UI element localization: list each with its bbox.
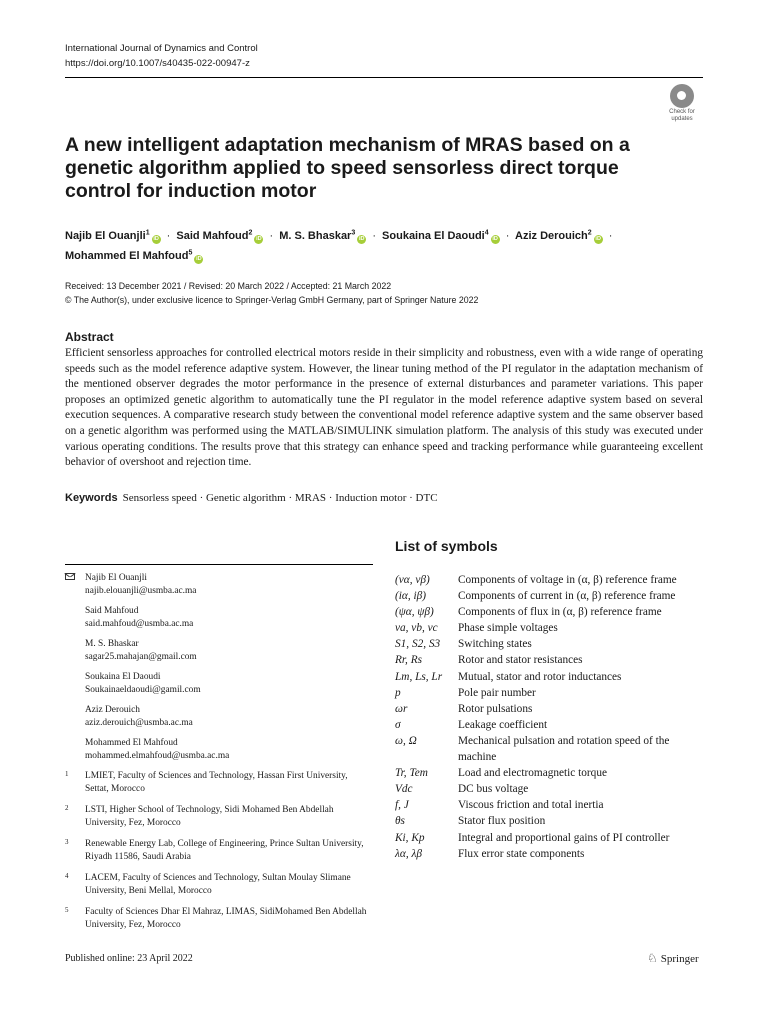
symbol-row [395, 797, 710, 813]
symbol-row [395, 846, 710, 862]
author [279, 230, 366, 242]
springer-horse-icon: ♘ [647, 951, 658, 965]
author [65, 230, 161, 242]
symbol: S1, S2, S3 [395, 638, 441, 651]
author-name: Soukaina El Daoudi [382, 229, 485, 242]
contact-entry [65, 704, 373, 729]
orcid-icon[interactable]: iD [196, 256, 202, 263]
symbol-description: Phase simple voltages [458, 622, 558, 635]
affiliation-number: 5 [65, 906, 69, 914]
published-date: Published online: 23 April 2022 [65, 953, 193, 964]
journal-header [65, 41, 258, 71]
contact-name: Najib El Ouanjli [85, 573, 147, 583]
symbol: θs [395, 815, 405, 828]
symbol: ω, Ω [395, 734, 417, 747]
symbol-description: Mutual, stator and rotor inductances [458, 670, 622, 683]
affiliation [65, 872, 373, 897]
affiliation-number: 1 [65, 770, 69, 778]
symbol-description: Load and electromagnetic torque [458, 767, 607, 780]
symbol-row [395, 701, 710, 717]
symbol: p [395, 686, 401, 699]
header-rule [65, 77, 703, 78]
author-affiliation-number: 5 [188, 249, 193, 257]
author [176, 230, 263, 242]
symbol: λα, λβ [395, 847, 422, 860]
symbol-description: Viscous friction and total inertia [458, 799, 604, 812]
symbol-row [395, 572, 710, 588]
author-separator: · [505, 229, 510, 242]
author-affiliation-number: 1 [145, 229, 150, 236]
symbol-description: Mechanical pulsation and rotation speed of the machine [458, 734, 670, 764]
keywords-text: Sensorless speed · Genetic algorithm · MRAS · Induction motor · DTC [122, 492, 438, 504]
abstract-heading: Abstract [65, 330, 114, 344]
symbol-description: Switching states [458, 638, 532, 651]
orcid-icon[interactable]: iD [153, 235, 159, 242]
author-affiliation-number: 4 [484, 229, 489, 236]
footnote-rule [65, 564, 373, 565]
symbol-description: Rotor pulsations [458, 702, 533, 715]
author-list [65, 224, 705, 265]
contact-entry [65, 737, 373, 762]
symbol-row [395, 652, 710, 668]
symbol-description: DC bus voltage [458, 783, 529, 796]
orcid-icon[interactable]: iD [359, 235, 365, 242]
contact-email[interactable]: sagar25.mahajan@gmail.com [85, 651, 197, 662]
symbol-row [395, 620, 710, 636]
symbol-description: Leakage coefficient [458, 718, 548, 731]
author-name: Najib El Ouanjli [65, 229, 146, 242]
symbol-row [395, 733, 710, 765]
contact-name: Aziz Derouich [85, 705, 140, 715]
affiliation-text: Faculty of Sciences Dhar El Mahraz, LIMAS, SidiMohamed Ben Abdellah University, Fez, Morocco [85, 907, 367, 930]
symbols-table [395, 572, 710, 862]
affiliations [65, 770, 373, 940]
journal-name: International Journal of Dynamics and Control [65, 43, 258, 54]
contact-email[interactable]: said.mahfoud@usmba.ac.ma [85, 618, 194, 629]
symbol-row [395, 669, 710, 685]
badge-line-2: updates [671, 116, 693, 122]
author-affiliation-number: 3 [351, 229, 356, 236]
symbol-row [395, 717, 710, 733]
contact-entry [65, 638, 373, 663]
publisher-logo [647, 951, 699, 966]
contact-email[interactable]: Soukainaeldaoudi@gamil.com [85, 684, 201, 695]
symbol-row [395, 588, 710, 604]
affiliation-text: LACEM, Faculty of Sciences and Technology, Sultan Moulay Slimane University, Beni Mellal, Morocco [85, 873, 351, 896]
contact-email[interactable]: najib.elouanjli@usmba.ac.ma [85, 585, 197, 596]
abstract-text: Efficient sensorless approaches for controlled electrical motors reside in their simplicity and robustness, even with a wide range of operating speeds such as the model reference adaptive system. However, the linear tuning method of the PI regulator in the adaptation mechanism of the mentioned observer degrades the motor performance in the presence of external disturbances and parameter variations. This paper proposes an optimized genetic algorithm to automatically tune the PI regulator in the model reference adaptive system based on several execution sequences. A comparative research study between the conventional model reference adaptive system and the same observer based on a genetic algorithm was performed using the MATLAB/SIMULINK simulation platform. The analysis of this study was executed under various operating conditions. The results prove that this strategy can enhance speed and tracking performance while guaranteeing excellent behavior of overshoot and rejection time. [65, 347, 703, 469]
affiliation-number: 2 [65, 804, 69, 812]
symbol-description: Components of flux in (α, β) reference frame [458, 606, 662, 619]
symbol: ωr [395, 702, 408, 715]
symbol: Rr, Rs [395, 654, 422, 667]
author-affiliation-number: 2 [248, 229, 253, 236]
symbol-description: Components of current in (α, β) reference frame [458, 590, 676, 603]
author [515, 230, 603, 242]
affiliation-text: Renewable Energy Lab, College of Engineering, Prince Sultan University, Riyadh 11586, Saudi Arabia [85, 839, 364, 862]
check-for-updates-icon [670, 84, 694, 108]
author-name: Said Mahfoud [176, 229, 249, 242]
symbol-row [395, 765, 710, 781]
doi-link[interactable]: https://doi.org/10.1007/s40435-022-00947-z [65, 58, 250, 69]
author-name: Aziz Derouich [515, 229, 588, 242]
symbol: (iα, iβ) [395, 590, 427, 603]
author-name: Mohammed El Mahfoud [65, 250, 189, 263]
contact-email[interactable]: aziz.derouich@usmba.ac.ma [85, 717, 193, 728]
contact-entry [65, 605, 373, 630]
symbol-description: Pole pair number [458, 686, 536, 699]
symbol-description: Stator flux position [458, 815, 546, 828]
envelope-icon [65, 573, 75, 580]
badge-line-1: Check for [669, 109, 695, 115]
symbols-heading: List of symbols [395, 538, 498, 554]
symbol: va, vb, vc [395, 622, 438, 635]
orcid-icon[interactable]: iD [256, 235, 262, 242]
author [65, 250, 203, 262]
symbol-row [395, 685, 710, 701]
contact-email[interactable]: mohammed.elmahfoud@usmba.ac.ma [85, 750, 230, 761]
symbol: (ψα, ψβ) [395, 606, 434, 619]
affiliation [65, 838, 373, 863]
contact-entry [65, 572, 373, 597]
keywords [65, 492, 705, 504]
article-history: Received: 13 December 2021 / Revised: 20 March 2022 / Accepted: 21 March 2022 [65, 281, 392, 291]
contact-name: Soukaina El Daoudi [85, 672, 161, 682]
symbol-description: Integral and proportional gains of PI controller [458, 831, 670, 844]
symbol-description: Components of voltage in (α, β) reference frame [458, 574, 677, 586]
symbol: Tr, Tem [395, 767, 428, 780]
symbol: Ki, Kp [395, 831, 425, 844]
orcid-icon[interactable]: iD [492, 235, 498, 242]
check-for-updates-badge[interactable] [662, 84, 702, 126]
symbol-row [395, 830, 710, 846]
affiliation [65, 804, 373, 829]
keywords-heading: Keywords [65, 492, 118, 504]
contact-name: Mohammed El Mahfoud [85, 738, 178, 748]
article-dates [65, 279, 478, 307]
author-separator: · [166, 229, 171, 242]
symbol-row [395, 636, 710, 652]
author-affiliation-number: 2 [587, 229, 592, 236]
contact-entry [65, 671, 373, 696]
symbol-row [395, 604, 710, 620]
affiliation [65, 906, 373, 931]
publisher-name: Springer [660, 953, 699, 965]
author-contacts [65, 572, 373, 770]
author-separator: · [372, 229, 376, 242]
copyright-line: © The Author(s), under exclusive licence to Springer-Verlag GmbH Germany, part of Springer Nature 2022 [65, 295, 479, 305]
contact-name: Said Mahfoud [85, 606, 139, 616]
author-separator: · [608, 229, 613, 242]
affiliation-text: LSTI, Higher School of Technology, Sidi Mohamed Ben Abdellah University, Fez, Morocco [85, 805, 334, 828]
affiliation-text: LMIET, Faculty of Sciences and Technology, Hassan First University, Settat, Morocco [85, 771, 348, 794]
symbol: (vα, vβ) [395, 574, 430, 586]
symbol: Vdc [395, 783, 413, 796]
orcid-icon[interactable]: iD [595, 235, 601, 242]
author-separator: · [269, 229, 274, 242]
contact-name: M. S. Bhaskar [85, 639, 139, 649]
affiliation-number: 4 [65, 872, 69, 880]
symbol-description: Flux error state components [458, 847, 585, 860]
symbol: σ [395, 718, 401, 731]
paper-title: A new intelligent adaptation mechanism of MRAS based on a genetic algorithm applied to speed sensorless direct torque control for induction motor [65, 134, 630, 202]
symbol-description: Rotor and stator resistances [458, 654, 583, 667]
symbol: Lm, Ls, Lr [395, 670, 443, 683]
author-name: M. S. Bhaskar [279, 229, 352, 242]
author [382, 230, 500, 242]
affiliation-number: 3 [65, 838, 69, 846]
affiliation [65, 770, 373, 795]
symbol-row [395, 781, 710, 797]
symbol: f, J [395, 799, 409, 812]
symbol-row [395, 813, 710, 829]
